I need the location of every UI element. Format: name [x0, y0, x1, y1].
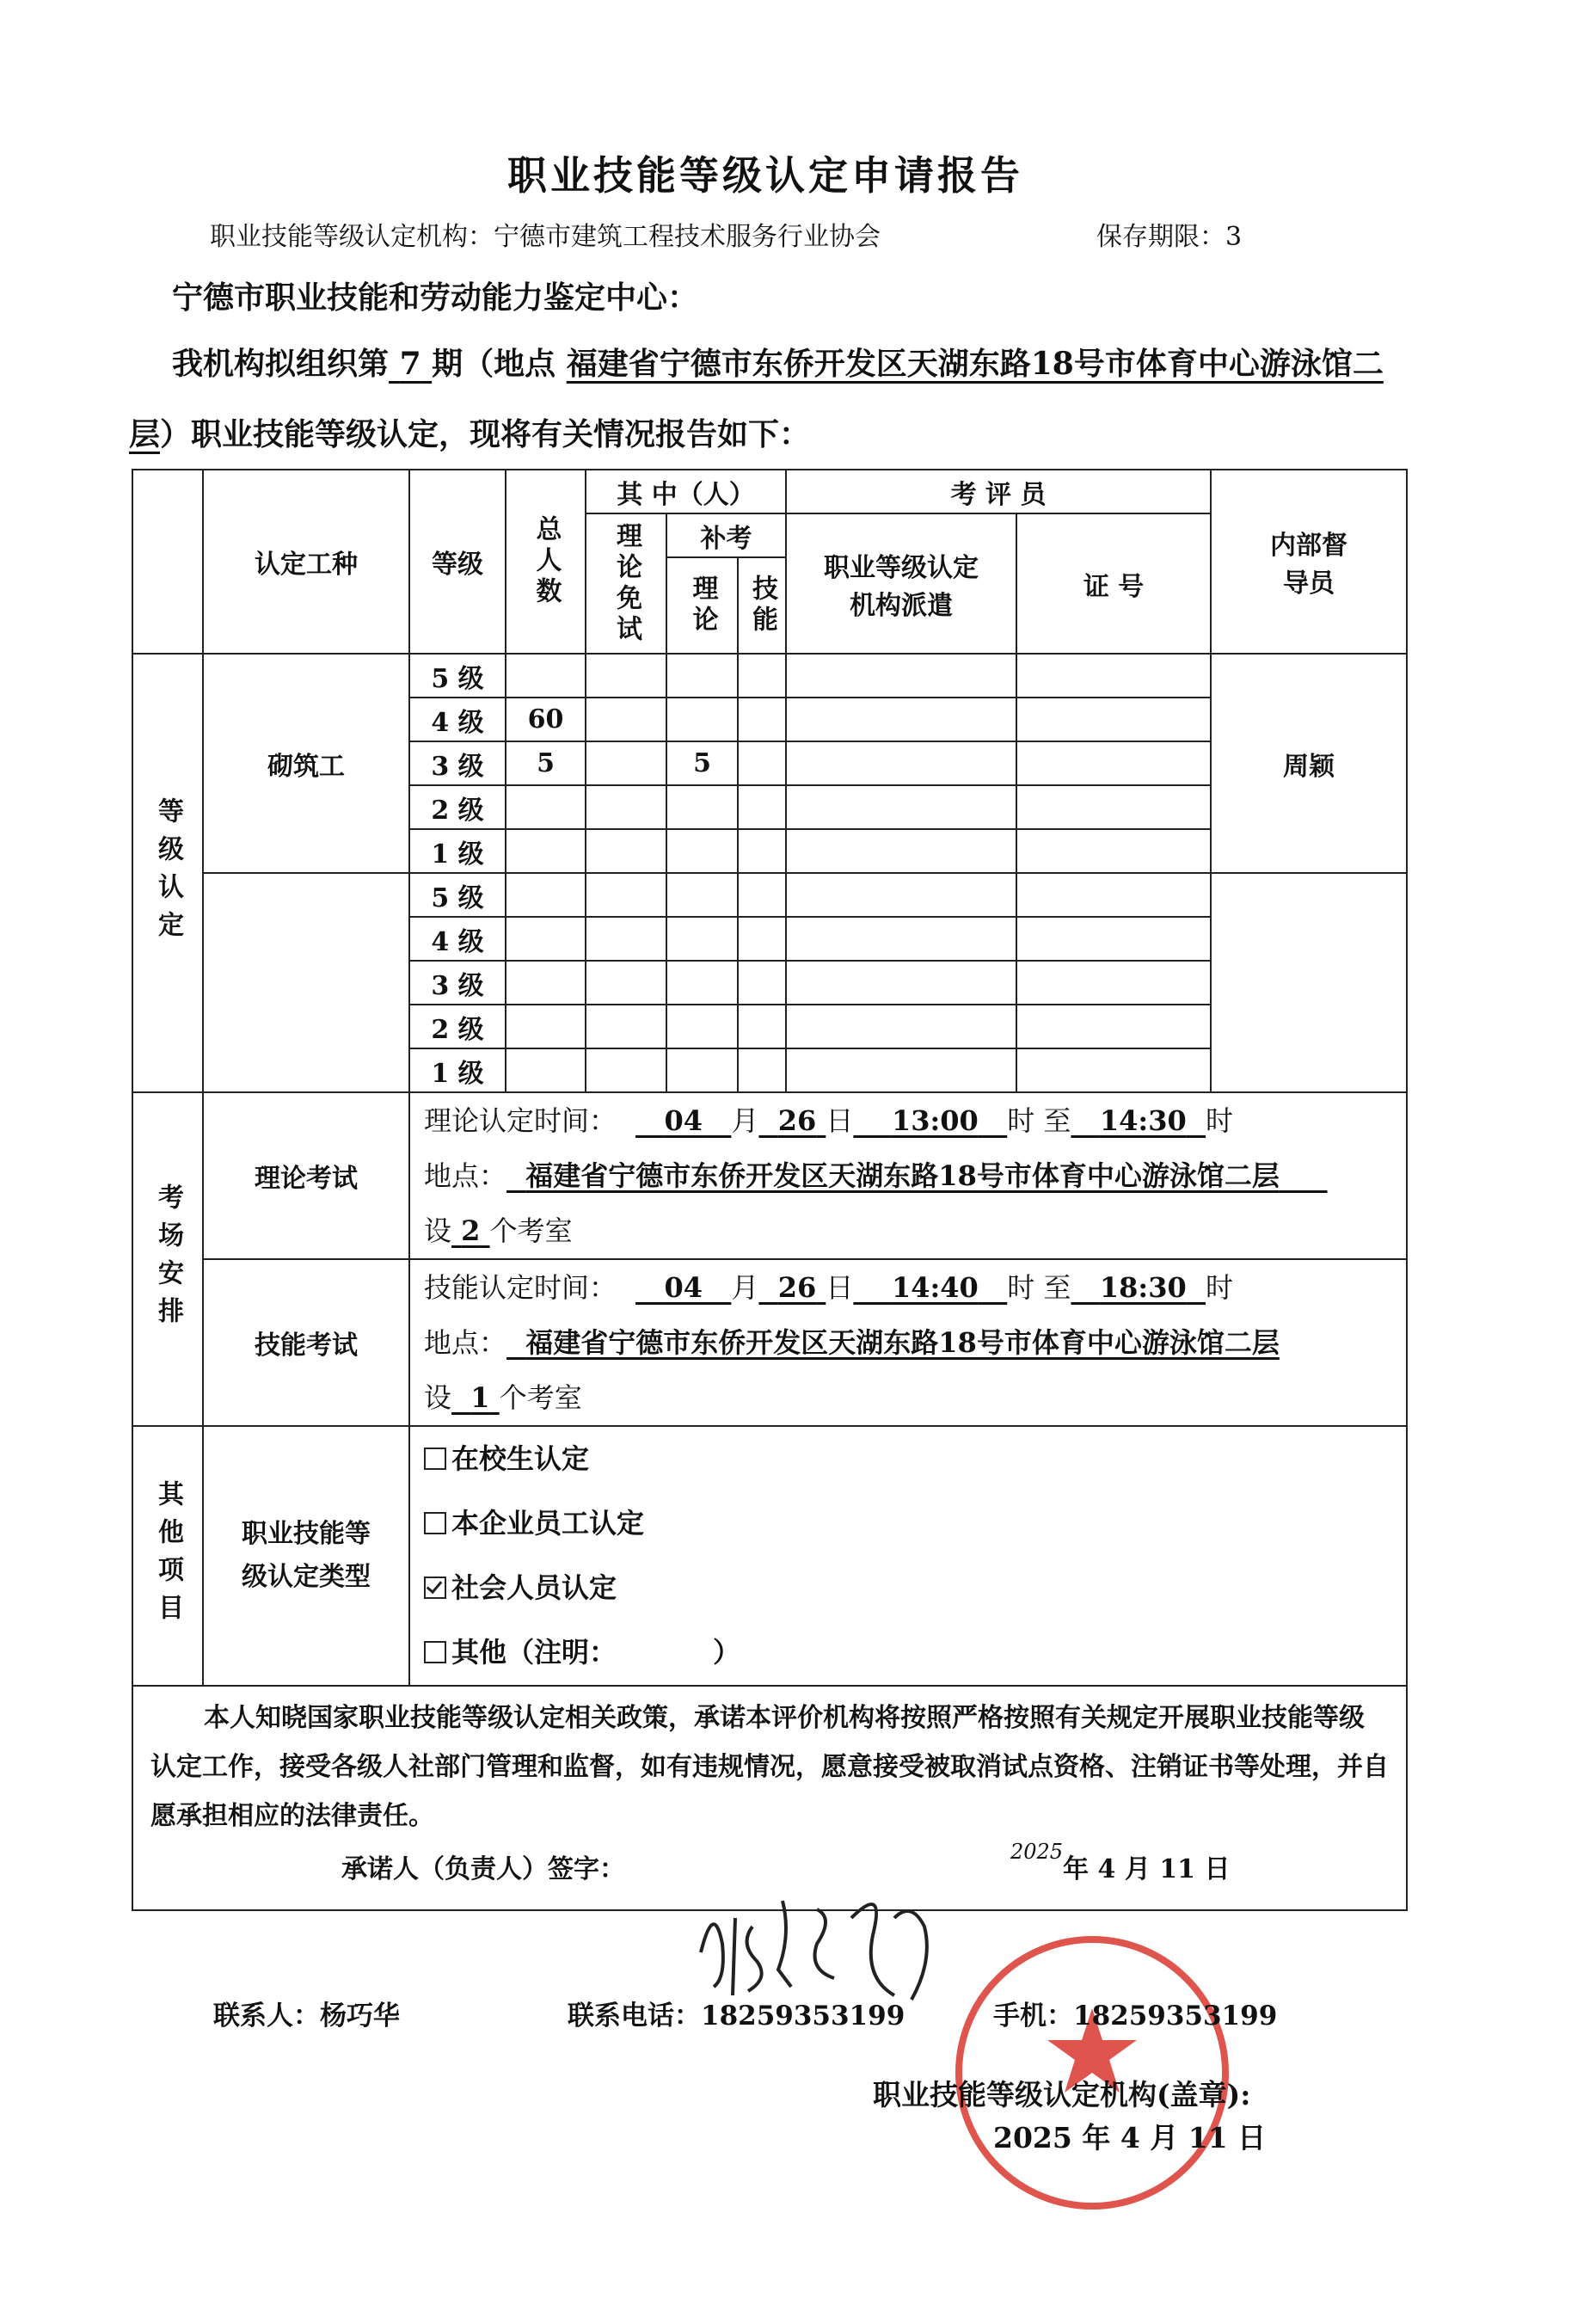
- contact-phone: 联系电话：18259353199: [568, 2001, 905, 2031]
- theory-exam-label: 理论考试: [203, 1092, 409, 1259]
- skill-time-line: 技能认定时间： 04 月 26 日 14:40 时 至 18:30 时: [424, 1271, 1234, 1304]
- exempt-cell: [586, 741, 666, 785]
- header-of-which: 其 中（人）: [586, 470, 786, 513]
- option-employee[interactable]: 本企业员工认定: [424, 1491, 1406, 1556]
- header-level: 等级: [409, 470, 506, 654]
- level-cell: 5 级: [409, 654, 506, 698]
- total-cell: [506, 785, 586, 829]
- stamp-date: 2025 年 4 月 11 日: [993, 2121, 1267, 2154]
- option-student[interactable]: 在校生认定: [424, 1427, 1406, 1491]
- header-corner: [132, 470, 203, 654]
- section-other: 其他项目: [132, 1426, 203, 1686]
- makeup-theory-cell: [666, 698, 738, 741]
- type-label: 职业技能等级认定类型: [203, 1426, 409, 1686]
- handwritten-signature: [688, 1866, 980, 2004]
- cert-no-cell: [1016, 654, 1211, 698]
- makeup-skill-cell: [738, 785, 786, 829]
- checkbox-icon[interactable]: [424, 1512, 446, 1534]
- org-line: 职业技能等级认定机构：宁德市建筑工程技术服务行业协会: [210, 222, 881, 252]
- header-theory-exempt: 理论免试: [586, 513, 666, 654]
- supervisor-name: 周颖: [1211, 654, 1407, 873]
- header-makeup: 补考: [666, 513, 786, 557]
- dispatched-cell: [786, 698, 1016, 741]
- contact-mobile: 手机：18259353199: [993, 2001, 1278, 2031]
- header-evaluators: 考 评 员: [786, 470, 1211, 513]
- level-cell: 1 级: [409, 1048, 506, 1092]
- cert-no-cell: [1016, 741, 1211, 785]
- trade-name: 砌筑工: [203, 654, 409, 873]
- supervisor-empty: [1211, 873, 1407, 1092]
- document-title: 职业技能等级认定申请报告: [507, 152, 1023, 199]
- checkbox-icon[interactable]: [424, 1641, 446, 1663]
- application-table: [132, 469, 1408, 1911]
- level-cell: 4 级: [409, 698, 506, 741]
- signer-label: 承诺人（负责人）签字：: [341, 1854, 625, 1884]
- total-cell: 5: [506, 741, 586, 785]
- cert-no-cell: [1016, 785, 1211, 829]
- cert-no-cell: [1016, 829, 1211, 873]
- makeup-theory-cell: [666, 654, 738, 698]
- sign-date: $^{2025}$年 4 月 11 日: [1010, 1840, 1231, 1884]
- level-cell: 3 级: [409, 961, 506, 1005]
- level-cell: 4 级: [409, 917, 506, 961]
- stamp-org-label: 职业技能等级认定机构(盖章):: [873, 2078, 1251, 2111]
- cert-no-cell: [1016, 698, 1211, 741]
- makeup-theory-cell: [666, 785, 738, 829]
- exempt-cell: [586, 654, 666, 698]
- skill-rooms-line: 设 1 个考室: [424, 1381, 582, 1414]
- checkbox-icon[interactable]: [424, 1448, 446, 1470]
- exempt-cell: [586, 829, 666, 873]
- skill-exam-details: [409, 1259, 1407, 1426]
- dispatched-cell: [786, 741, 1016, 785]
- header-makeup-theory: 理论: [666, 557, 738, 654]
- makeup-skill-cell: [738, 741, 786, 785]
- intro-text-2: 期（地点: [432, 346, 556, 382]
- level-cell: 2 级: [409, 1005, 506, 1048]
- total-cell: [506, 829, 586, 873]
- header-dispatched: 职业等级认定机构派遣: [786, 513, 1016, 654]
- dispatched-cell: [786, 654, 1016, 698]
- makeup-skill-cell: [738, 654, 786, 698]
- intro-location: 福建省宁德市东侨开发区天湖东路18号市体育中心游泳馆二层: [129, 346, 1384, 452]
- option-public[interactable]: 社会人员认定: [424, 1556, 1406, 1620]
- header-cert-no: 证 号: [1016, 513, 1211, 654]
- dispatched-cell: [786, 829, 1016, 873]
- contact-person: 联系人：杨巧华: [213, 2001, 400, 2031]
- theory-exam-details: [409, 1092, 1407, 1259]
- level-cell: 2 级: [409, 785, 506, 829]
- section-exam: 考场安排: [132, 1092, 203, 1426]
- option-other[interactable]: 其他（注明： ）: [424, 1620, 1406, 1685]
- exempt-cell: [586, 785, 666, 829]
- theory-rooms-line: 设 2 个考室: [424, 1214, 573, 1247]
- exempt-cell: [586, 698, 666, 741]
- retention-period: 保存期限：3: [1096, 222, 1243, 252]
- trade-name-empty: [203, 873, 409, 1092]
- header-total: 总人数: [506, 470, 586, 654]
- makeup-skill-cell: [738, 829, 786, 873]
- type-options: [409, 1426, 1407, 1686]
- makeup-theory-cell: [666, 829, 738, 873]
- checked-checkbox-icon[interactable]: [424, 1577, 446, 1599]
- skill-place-line: 地点： 福建省宁德市东侨开发区天湖东路18号市体育中心游泳馆二层: [424, 1326, 1280, 1359]
- section-grade: 等级认定: [132, 654, 203, 1092]
- intro-text-1: 我机构拟组织第: [172, 346, 390, 382]
- theory-time-line: 理论认定时间： 04 月 26 日 13:00 时 至 14:30 时: [424, 1104, 1234, 1137]
- header-makeup-skill: 技能: [738, 557, 786, 654]
- total-cell: [506, 654, 586, 698]
- level-cell: 3 级: [409, 741, 506, 785]
- level-cell: 5 级: [409, 873, 506, 917]
- level-cell: 1 级: [409, 829, 506, 873]
- period-number: 7: [399, 346, 421, 382]
- intro-text-3: ）职业技能等级认定，现将有关情况报告如下：: [160, 416, 811, 452]
- theory-place-line: 地点： 福建省宁德市东侨开发区天湖东路18号市体育中心游泳馆二层: [424, 1159, 1280, 1192]
- skill-exam-label: 技能考试: [203, 1259, 409, 1426]
- dispatched-cell: [786, 785, 1016, 829]
- makeup-theory-cell: 5: [666, 741, 738, 785]
- addressee: 宁德市职业技能和劳动能力鉴定中心：: [172, 280, 699, 316]
- makeup-skill-cell: [738, 698, 786, 741]
- header-supervisor: 内部督导员: [1211, 470, 1407, 654]
- intro-paragraph: [129, 329, 1402, 470]
- header-trade: 认定工种: [203, 470, 409, 654]
- pledge-text: 本人知晓国家职业技能等级认定相关政策，承诺本评价机构将按照严格按照有关规定开展职业技能等级认定工作，接受各级人社部门管理和监督，如有违规情况，愿意接受被取消试点资格、注销证书等处理，并自愿承担相应的法律责任。: [150, 1703, 1389, 1831]
- total-cell: 60: [506, 698, 586, 741]
